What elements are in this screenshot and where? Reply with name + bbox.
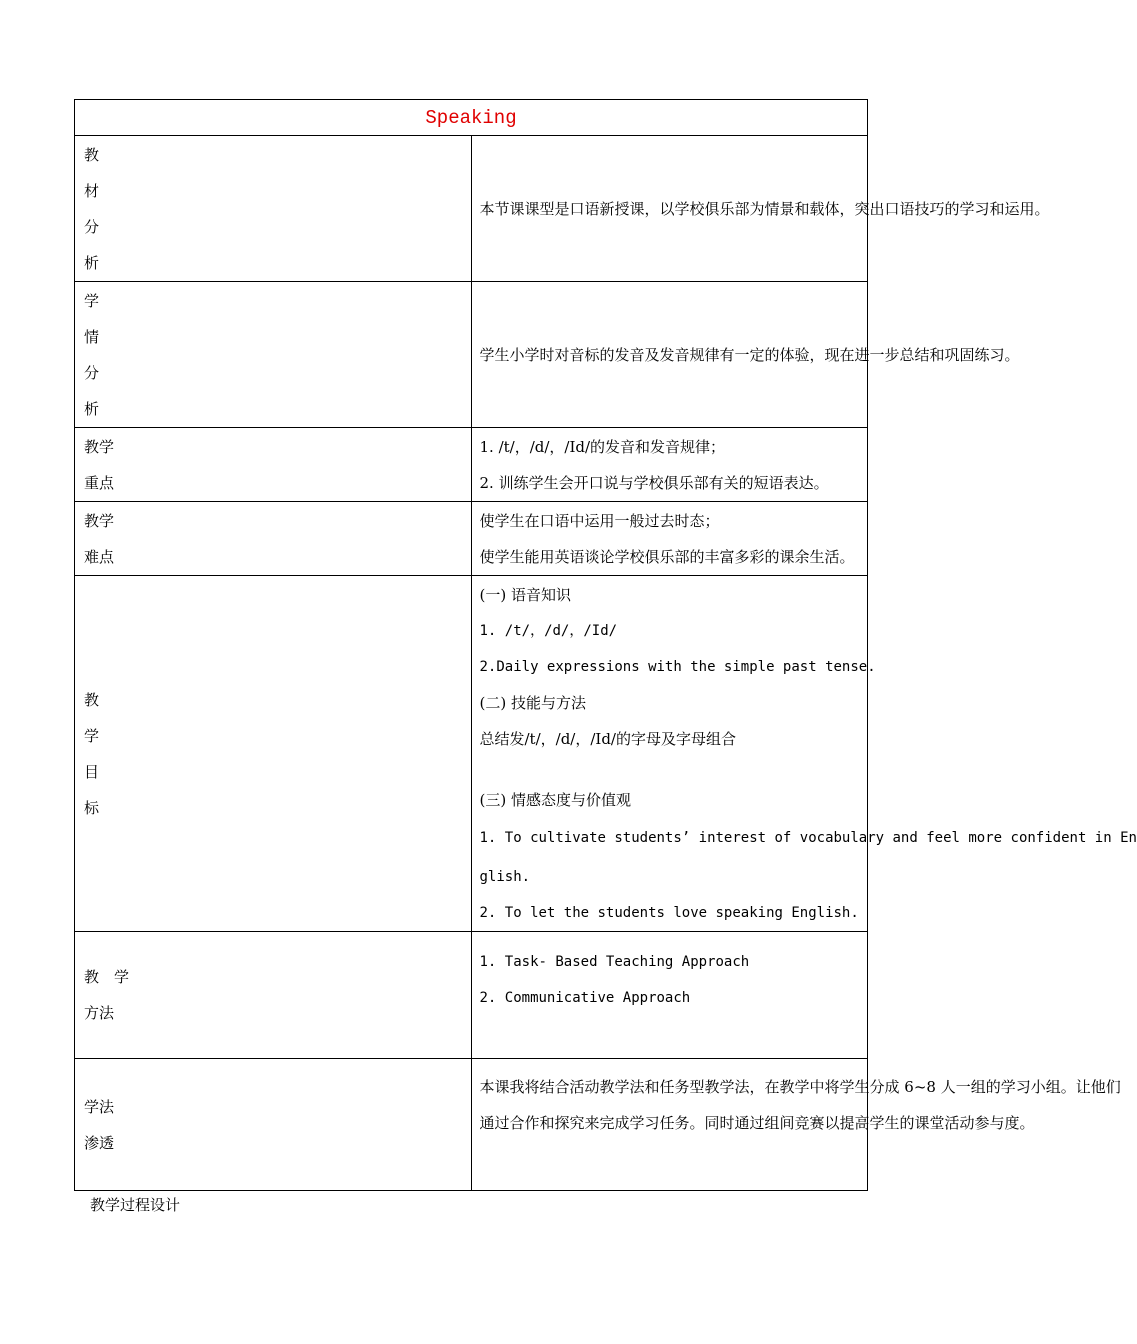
row-label xyxy=(75,428,472,502)
label-char: 分 xyxy=(84,217,100,236)
content-line: (三) 情感态度与价值观 xyxy=(479,790,631,809)
label-char: 目 xyxy=(84,762,100,781)
content-line: 1. Task- Based Teaching Approach xyxy=(479,954,750,970)
row-label xyxy=(75,932,472,1059)
table-row xyxy=(75,136,868,282)
row-content xyxy=(471,1059,1121,1191)
table-row xyxy=(75,576,868,932)
label-char: 教 xyxy=(84,145,100,164)
content-line: 2. To let the students love speaking English. xyxy=(479,904,859,921)
row-label xyxy=(75,502,472,576)
row-content xyxy=(471,932,868,1059)
content-line: 通过合作和探究来完成学习任务。同时通过组间竞赛以提高学生的课堂活动参与度。 xyxy=(479,1114,1035,1132)
table-row xyxy=(75,932,868,1059)
label-line: 教学 xyxy=(84,437,115,456)
label-line: 学法 xyxy=(84,1097,115,1116)
label-line: 教 学 xyxy=(84,968,130,986)
lesson-plan-table xyxy=(74,99,1137,1191)
row-content xyxy=(471,428,868,502)
row-content xyxy=(471,282,1020,428)
page-title: Speaking xyxy=(75,100,868,136)
row-label xyxy=(75,282,472,428)
label-line: 渗透 xyxy=(84,1133,115,1152)
table-row xyxy=(75,502,868,576)
table-row xyxy=(75,428,868,502)
content-line: 使学生能用英语谈论学校俱乐部的丰富多彩的课余生活。 xyxy=(479,547,855,566)
content-line: glish. xyxy=(479,868,531,885)
label-char: 标 xyxy=(84,798,100,817)
table-row xyxy=(75,282,868,428)
label-char: 分 xyxy=(84,363,100,382)
label-char: 析 xyxy=(84,399,100,418)
label-char: 学 xyxy=(84,291,100,310)
row-content xyxy=(471,502,868,576)
table-row xyxy=(75,1059,868,1191)
row-label xyxy=(75,576,472,932)
content-line: 总结发/t/，/d/，/Id/的字母及字母组合 xyxy=(479,729,736,748)
content-line: 本课我将结合活动教学法和任务型教学法，在教学中将学生分成 6~8 人一组的学习小组。让他们 xyxy=(479,1078,1121,1096)
label-char: 析 xyxy=(84,253,100,272)
content-line: 使学生在口语中运用一般过去时态； xyxy=(479,511,720,530)
label-char: 情 xyxy=(84,327,100,346)
content-line: 1. /t/，/d/，/Id/ xyxy=(479,622,618,639)
row-label xyxy=(75,136,472,282)
content-line: 2. 训练学生会开口说与学校俱乐部有关的短语表达。 xyxy=(479,473,829,492)
content-line: 2.Daily expressions with the simple past tense. xyxy=(479,658,876,675)
label-line: 难点 xyxy=(84,547,115,566)
content-line: 1. To cultivate students’ interest of vocabulary and feel more confident in En xyxy=(479,829,1137,846)
content-line: 1. /t/，/d/，/Id/的发音和发音规律； xyxy=(479,437,726,456)
title-row xyxy=(75,100,868,136)
row-label xyxy=(75,1059,472,1191)
content-line: 2. Communicative Approach xyxy=(479,990,691,1006)
label-char: 材 xyxy=(84,181,100,200)
label-line: 方法 xyxy=(84,1004,115,1022)
row-content xyxy=(471,576,1137,932)
label-char: 教 xyxy=(84,690,100,709)
label-line: 教学 xyxy=(84,511,115,530)
label-char: 学 xyxy=(84,726,100,745)
section-heading: 教学过程设计 xyxy=(90,1196,181,1214)
content-line: (二) 技能与方法 xyxy=(479,693,586,712)
content-line: (一) 语音知识 xyxy=(479,585,571,604)
row-content xyxy=(471,136,1050,282)
label-line: 重点 xyxy=(84,473,115,492)
content-line: 本节课课型是口语新授课，以学校俱乐部为情景和载体，突出口语技巧的学习和运用。 xyxy=(479,199,1050,218)
content-line: 学生小学时对音标的发音及发音规律有一定的体验，现在进一步总结和巩固练习。 xyxy=(479,345,1020,364)
